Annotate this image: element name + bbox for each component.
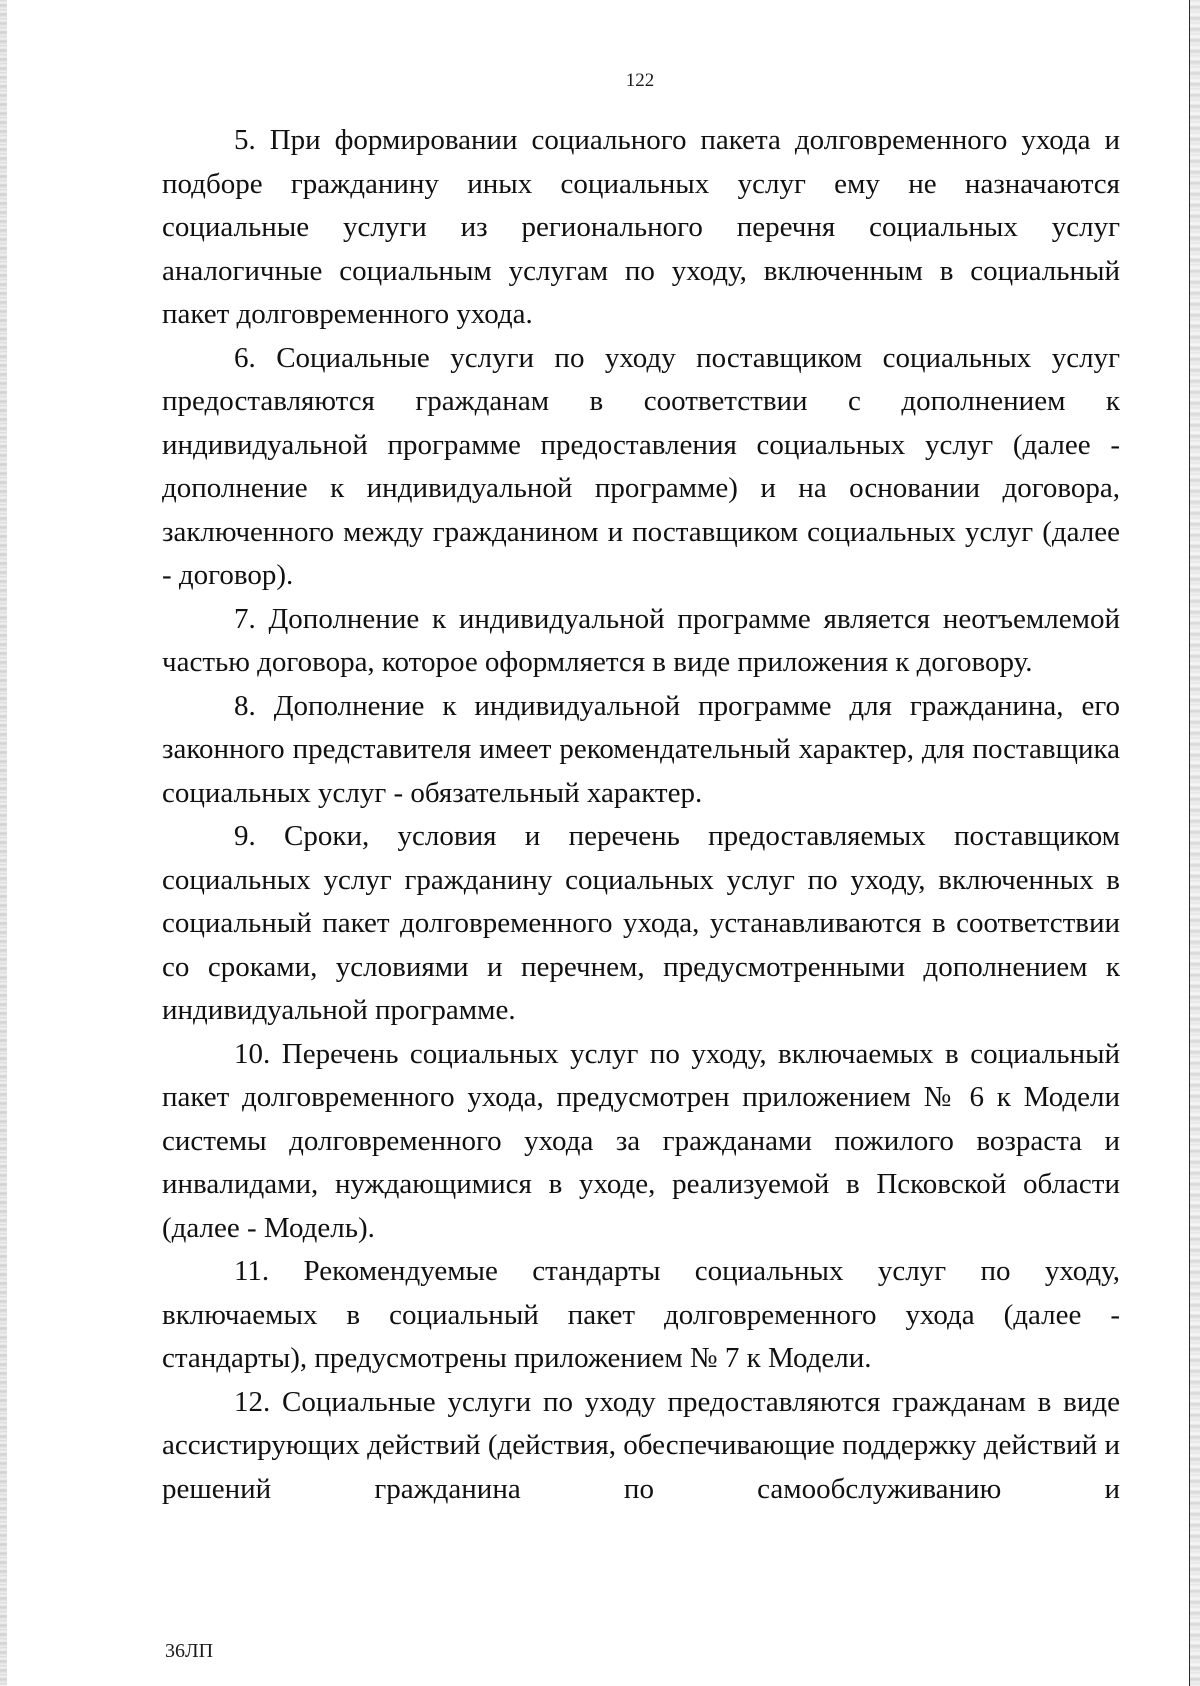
paragraph-10: 10. Перечень социальных услуг по уходу, включаемых в социальный пакет долговременного ухода, предусмотрен приложением № 6 к Модели системы долговременного ухода за гражданами пожилого возраста и инвалидами, нуждающимися в уходе, реализуемой в Псковской области (далее - Модель). [162, 1037, 1120, 1244]
paragraph-7: 7. Дополнение к индивидуальной программе является неотъемлемой частью договора, которое оформляется в виде приложения к договору. [162, 602, 1120, 678]
scan-edge-right [1189, 0, 1200, 1686]
document-body [162, 119, 1120, 1511]
paragraph-11: 11. Рекомендуемые стандарты социальных услуг по уходу, включаемых в социальный пакет долговременного ухода (далее - стандарты), предусмотрены приложением № 7 к Модели. [162, 1255, 1120, 1374]
paragraph-9: 9. Сроки, условия и перечень предоставляемых поставщиком социальных услуг гражданину социальных услуг по уходу, включенных в социальный пакет долговременного ухода, устанавливаются в соответствии со сроками, условиями и перечнем, предусмотренными дополнением к индивидуальной программе. [162, 820, 1120, 1026]
page-number: 122 [625, 70, 655, 91]
paragraph-5: 5. При формировании социального пакета долговременного ухода и подборе гражданину иных социальных услуг ему не назначаются социальные услуги из регионального перечня социальных услуг аналогичные социальным услугам по уходу, включенным в социальный пакет долговременного ухода. [162, 124, 1120, 330]
document-code: 36ЛП [165, 1640, 214, 1662]
paragraph-8: 8. Дополнение к индивидуальной программе для гражданина, его законного представителя имеет рекомендательный характер, для поставщика социальных услуг - обязательный характер. [162, 689, 1120, 809]
paragraph-6: 6. Социальные услуги по уходу поставщиком социальных услуг предоставляются гражданам в соответствии с дополнением к индивидуальной программе предоставления социальных услуг (далее - дополнение к индивидуальной программе) и на основании договора, заключенного между гражданином и поставщиком социальных услуг (далее - договор). [162, 341, 1120, 591]
scan-edge-left [0, 0, 7, 1686]
paragraph-12: 12. Социальные услуги по уходу предоставляются гражданам в виде ассистирующих действий (действия, обеспечивающие поддержку действий и решений гражданина по самообслуживанию и [162, 1385, 1120, 1505]
